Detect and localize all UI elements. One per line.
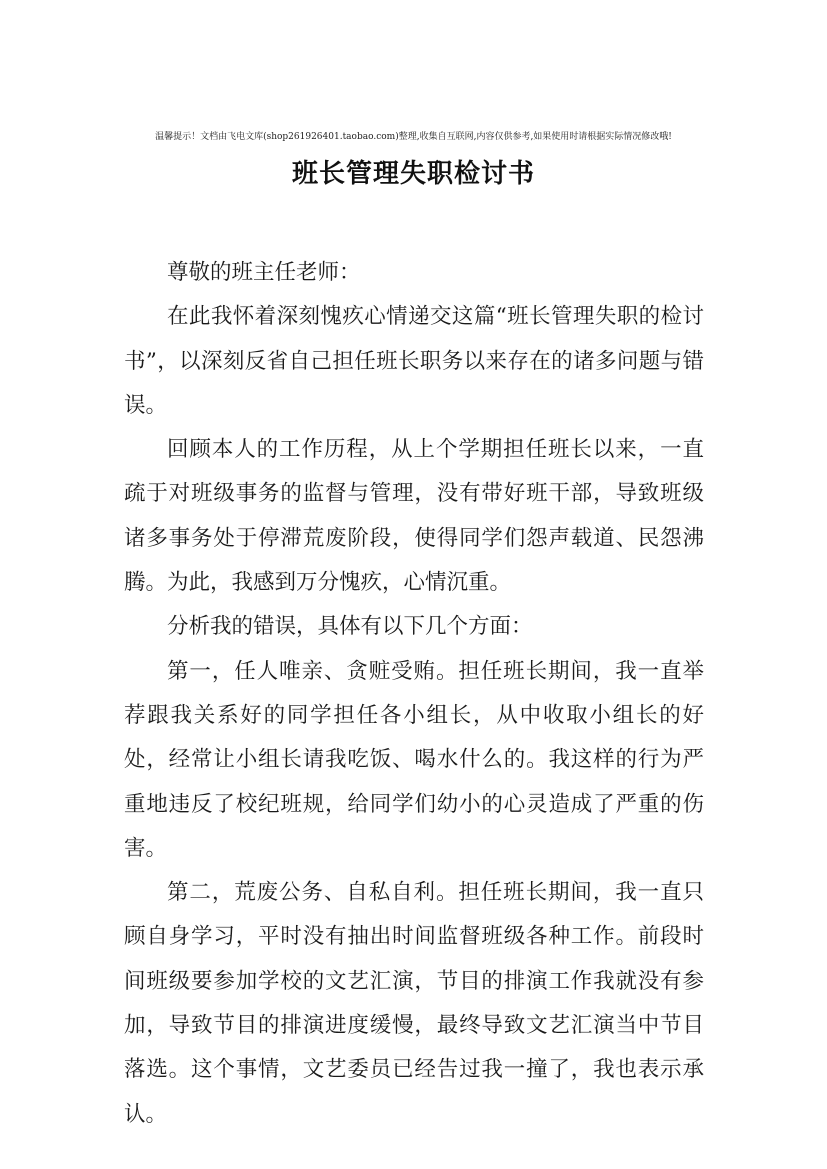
header-notice: 温馨提示！文档由飞电文库(shop261926401.taobao.com)整理,收集自互联网,内容仅供参考,如果使用时请根据实际情况修改哦!: [155, 132, 672, 142]
document-title: 班长管理失职检讨书: [291, 159, 535, 189]
paragraph-analysis: 分析我的错误，具体有以下几个方面：: [167, 614, 533, 640]
greeting: 尊敬的班主任老师：: [167, 260, 361, 285]
paragraph-first-point: 第一，任人唯亲、贪赃受贿。担任班长期间，我一直举荐跟我关系好的同学担任各小组长，从中收取小组长的好处，经常让小组长请我吃饭、喝水什么的。我这样的行为严重地违反了校纪班规，给同学们幼小的心灵造成了严重的伤害。: [124, 658, 704, 861]
paragraph-second-point: 第二，荒废公务、自私自利。担任班长期间，我一直只顾自身学习，平时没有抽出时间监督班级各种工作。前段时间班级要参加学校的文艺汇演，节目的排演工作我就没有参加，导致节目的排演进度缓慢，最终导致文艺汇演当中节目落选。这个事情，文艺委员已经告过我一撞了，我也表示承认。: [124, 880, 704, 1127]
paragraph-intro: 在此我怀着深刻愧疚心情递交这篇“班长管理失职的检讨书”，以深刻反省自己担任班长职务以来存在的诸多问题与错误。: [124, 304, 704, 418]
paragraph-review: 回顾本人的工作历程，从上个学期担任班长以来，一直疏于对班级事务的监督与管理，没有带好班干部，导致班级诸多事务处于停滞荒废阶段，使得同学们怨声载道、民怨沸腾。为此，我感到万分愧疚，心情沉重。: [124, 437, 704, 596]
document-body: [124, 251, 704, 1137]
